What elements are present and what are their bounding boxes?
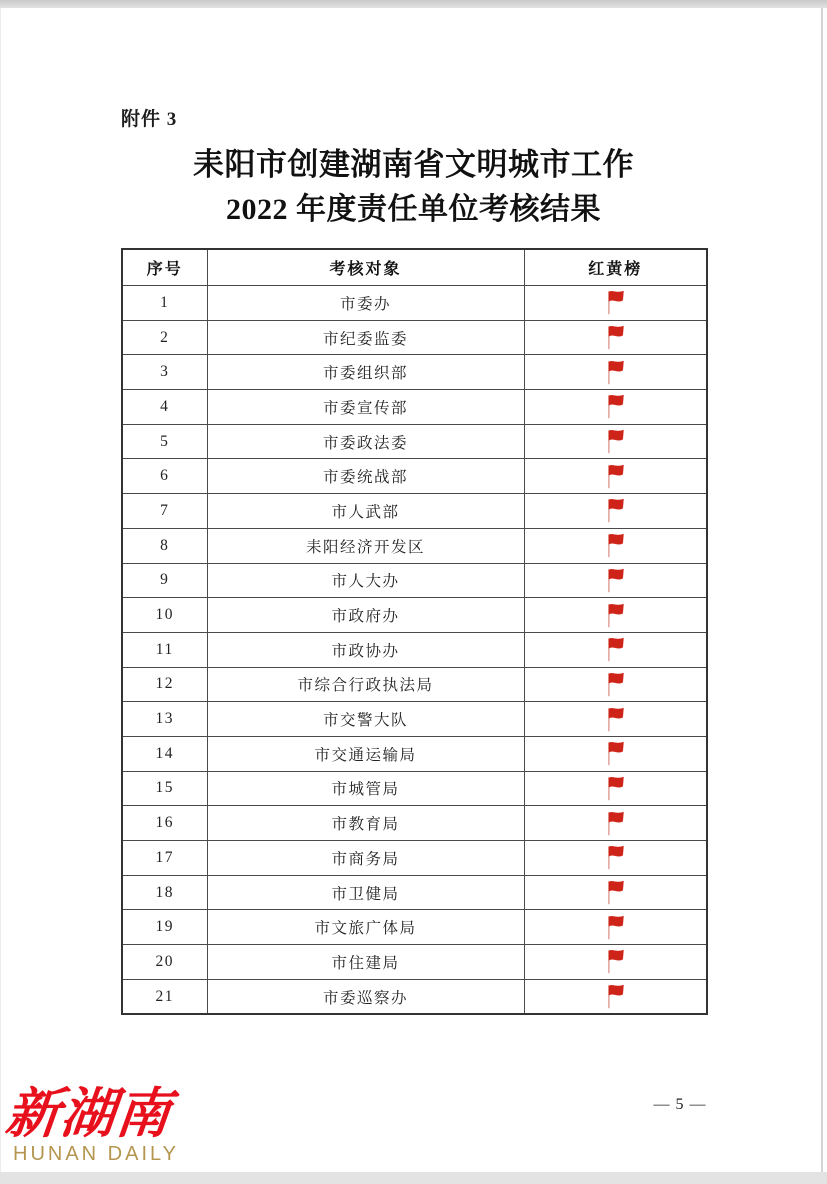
table-row [122,494,707,529]
row-number: 12 [122,667,207,702]
row-number: 19 [122,910,207,945]
unit-name: 市人大办 [207,563,524,598]
row-number: 15 [122,771,207,806]
flag-cell [524,667,707,702]
flag-cell [524,355,707,390]
table-header-row [122,249,707,286]
red-flag-icon [525,286,707,320]
document-title-line2: 2022 年度责任单位考核结果 [226,193,601,226]
unit-name: 市交警大队 [207,702,524,737]
flag-cell [524,320,707,355]
unit-name: 市委组织部 [207,355,524,390]
flag-cell [524,598,707,633]
unit-name: 市卫健局 [207,875,524,910]
table-row [122,355,707,390]
row-number: 11 [122,632,207,667]
flag-cell [524,875,707,910]
document-title-line1: 耒阳市创建湖南省文明城市工作 [193,147,634,182]
flag-cell [524,736,707,771]
red-flag-icon [525,564,707,598]
table-row [122,286,707,321]
unit-name: 市人武部 [207,494,524,529]
red-flag-icon [525,910,707,944]
flag-cell [524,841,707,876]
scan-edge-bottom [0,1172,827,1184]
unit-name: 市政协办 [207,632,524,667]
red-flag-icon [525,425,707,459]
red-flag-icon [525,459,707,493]
table-row [122,320,707,355]
red-flag-icon [525,980,707,1014]
red-flag-icon [525,390,707,424]
row-number: 6 [122,459,207,494]
hunan-daily-logo [2,1078,266,1166]
row-number: 14 [122,736,207,771]
red-flag-icon [525,737,707,771]
table-row [122,702,707,737]
unit-name: 市委政法委 [207,424,524,459]
unit-name: 耒阳经济开发区 [207,528,524,563]
unit-name: 市教育局 [207,806,524,841]
table-row [122,563,707,598]
row-number: 1 [122,286,207,321]
flag-cell [524,806,707,841]
flag-cell [524,979,707,1014]
red-flag-icon [525,876,707,910]
unit-name: 市纪委监委 [207,320,524,355]
row-number: 20 [122,945,207,980]
table-row [122,632,707,667]
flag-cell [524,771,707,806]
red-flag-icon [525,529,707,563]
unit-name: 市文旅广体局 [207,910,524,945]
logo-chinese-calligraphy: 新湖南 [2,1081,175,1145]
row-number: 2 [122,320,207,355]
assessment-table-body [122,286,707,1015]
red-flag-icon [525,494,707,528]
unit-name: 市住建局 [207,945,524,980]
flag-cell [524,459,707,494]
table-row [122,424,707,459]
row-number: 5 [122,424,207,459]
logo-english-text: HUNAN DAILY [13,1143,179,1166]
row-number: 13 [122,702,207,737]
row-number: 21 [122,979,207,1014]
table-row [122,736,707,771]
red-flag-icon [525,702,707,736]
unit-name: 市交通运输局 [207,736,524,771]
row-number: 10 [122,598,207,633]
red-flag-icon [525,598,707,632]
unit-name: 市政府办 [207,598,524,633]
row-number: 9 [122,563,207,598]
table-header [122,249,707,286]
red-flag-icon [525,841,707,875]
scan-edge-top [0,0,827,8]
flag-cell [524,632,707,667]
table-row [122,806,707,841]
table-row [122,598,707,633]
red-flag-icon [525,355,707,389]
header-serial-number: 序号 [122,249,207,286]
unit-name: 市综合行政执法局 [207,667,524,702]
row-number: 4 [122,390,207,425]
row-number: 18 [122,875,207,910]
table-row [122,667,707,702]
row-number: 17 [122,841,207,876]
row-number: 7 [122,494,207,529]
table-row [122,841,707,876]
header-assessment-target: 考核对象 [207,249,524,286]
assessment-results-table [121,248,708,1015]
flag-cell [524,494,707,529]
attachment-label: 附件 3 [121,109,178,130]
flag-cell [524,945,707,980]
table-row [122,771,707,806]
flag-cell [524,528,707,563]
table-row [122,528,707,563]
red-flag-icon [525,945,707,979]
unit-name: 市城管局 [207,771,524,806]
header-red-yellow-list: 红黄榜 [524,249,707,286]
flag-cell [524,286,707,321]
unit-name: 市委统战部 [207,459,524,494]
unit-name: 市委宣传部 [207,390,524,425]
flag-cell [524,702,707,737]
table-row [122,875,707,910]
table-row [122,459,707,494]
red-flag-icon [525,668,707,702]
row-number: 16 [122,806,207,841]
flag-cell [524,563,707,598]
flag-cell [524,390,707,425]
page-number: — 5 — [653,1096,707,1113]
red-flag-icon [525,772,707,806]
red-flag-icon [525,806,707,840]
unit-name: 市委办 [207,286,524,321]
unit-name: 市商务局 [207,841,524,876]
flag-cell [524,424,707,459]
row-number: 8 [122,528,207,563]
flag-cell [524,910,707,945]
table-row [122,390,707,425]
table-row [122,910,707,945]
red-flag-icon [525,633,707,667]
row-number: 3 [122,355,207,390]
table-row [122,945,707,980]
table-row [122,979,707,1014]
unit-name: 市委巡察办 [207,979,524,1014]
red-flag-icon [525,321,707,355]
